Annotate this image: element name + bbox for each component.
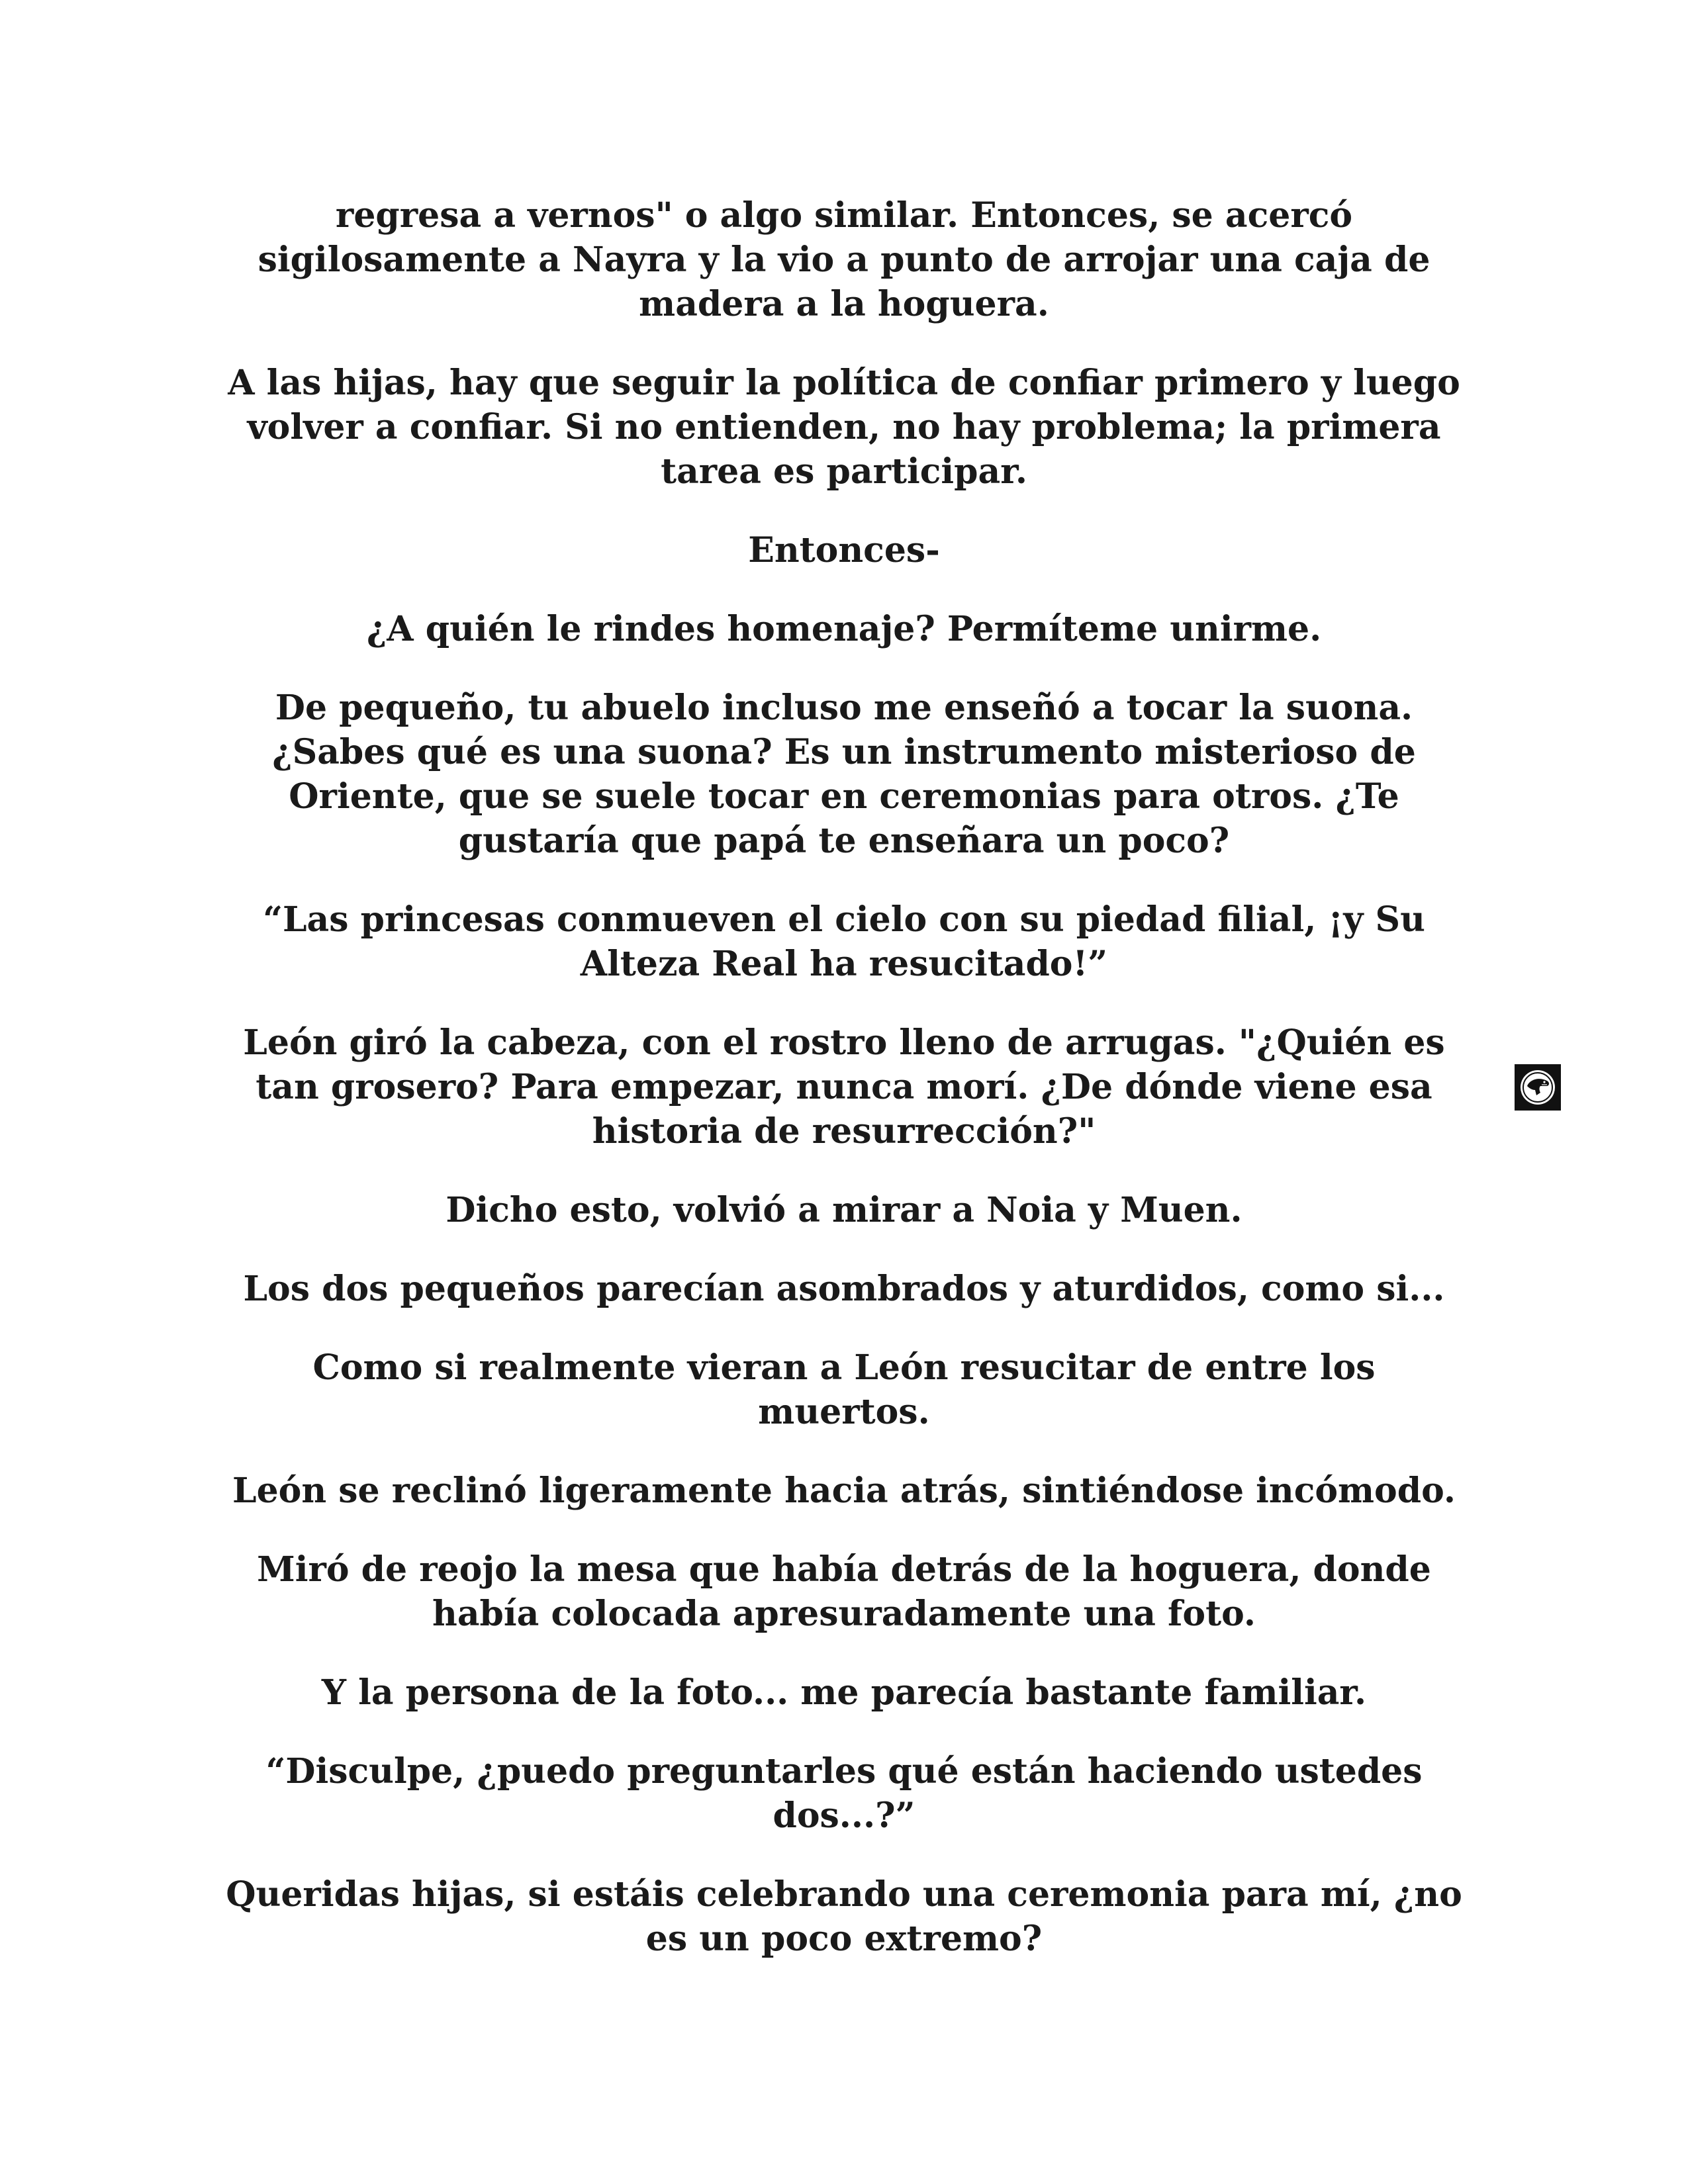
paragraph-4: ¿A quién le rindes homenaje? Permíteme unirme.	[366, 609, 1322, 649]
dinosaur-logo-icon	[1515, 1064, 1561, 1111]
paragraph-11: León se reclinó ligeramente hacia atrás, sintiéndose incómodo.	[232, 1471, 1456, 1511]
paragraph-15: Queridas hijas, si estáis celebrando una ceremonia para mí, ¿no es un poco extremo?	[226, 1874, 1462, 1959]
paragraph-2: A las hijas, hay que seguir la política de confiar primero y luego volver a confiar. Si no entienden, no hay problema; la primera tarea es participar.	[228, 363, 1460, 492]
paragraph-12: Miró de reojo la mesa que había detrás de la hoguera, donde había colocada apresuradamente una foto.	[257, 1549, 1431, 1634]
document-body	[225, 193, 1463, 1995]
paragraph-10: Como si realmente vieran a León resucitar de entre los muertos.	[312, 1347, 1376, 1432]
paragraph-6: “Las princesas conmueven el cielo con su piedad filial, ¡y Su Alteza Real ha resucitado!”	[263, 899, 1425, 984]
paragraph-8: Dicho esto, volvió a mirar a Noia y Muen.	[445, 1190, 1243, 1230]
paragraph-9: Los dos pequeños parecían asombrados y aturdidos, como si...	[243, 1269, 1445, 1309]
paragraph-7: León giró la cabeza, con el rostro lleno de arrugas. "¿Quién es tan grosero? Para empezar, nunca morí. ¿De dónde viene esa historia de resurrección?"	[243, 1023, 1445, 1152]
paragraph-13: Y la persona de la foto... me parecía bastante familiar.	[321, 1672, 1367, 1713]
paragraph-14: “Disculpe, ¿puedo preguntarles qué están haciendo ustedes dos...?”	[265, 1751, 1423, 1836]
dinosaur-logo-graphic	[1518, 1068, 1558, 1107]
paragraph-3: Entonces-	[748, 530, 940, 570]
paragraph-5: De pequeño, tu abuelo incluso me enseñó a tocar la suona. ¿Sabes qué es una suona? Es un instrumento misterioso de Oriente, que se suele tocar en ceremonias para otros. ¿Te gustaría que papá te enseñara un poco?	[272, 688, 1416, 861]
paragraph-1: regresa a vernos" o algo similar. Entonces, se acercó sigilosamente a Nayra y la vio a punto de arrojar una caja de madera a la hoguera.	[258, 195, 1430, 324]
